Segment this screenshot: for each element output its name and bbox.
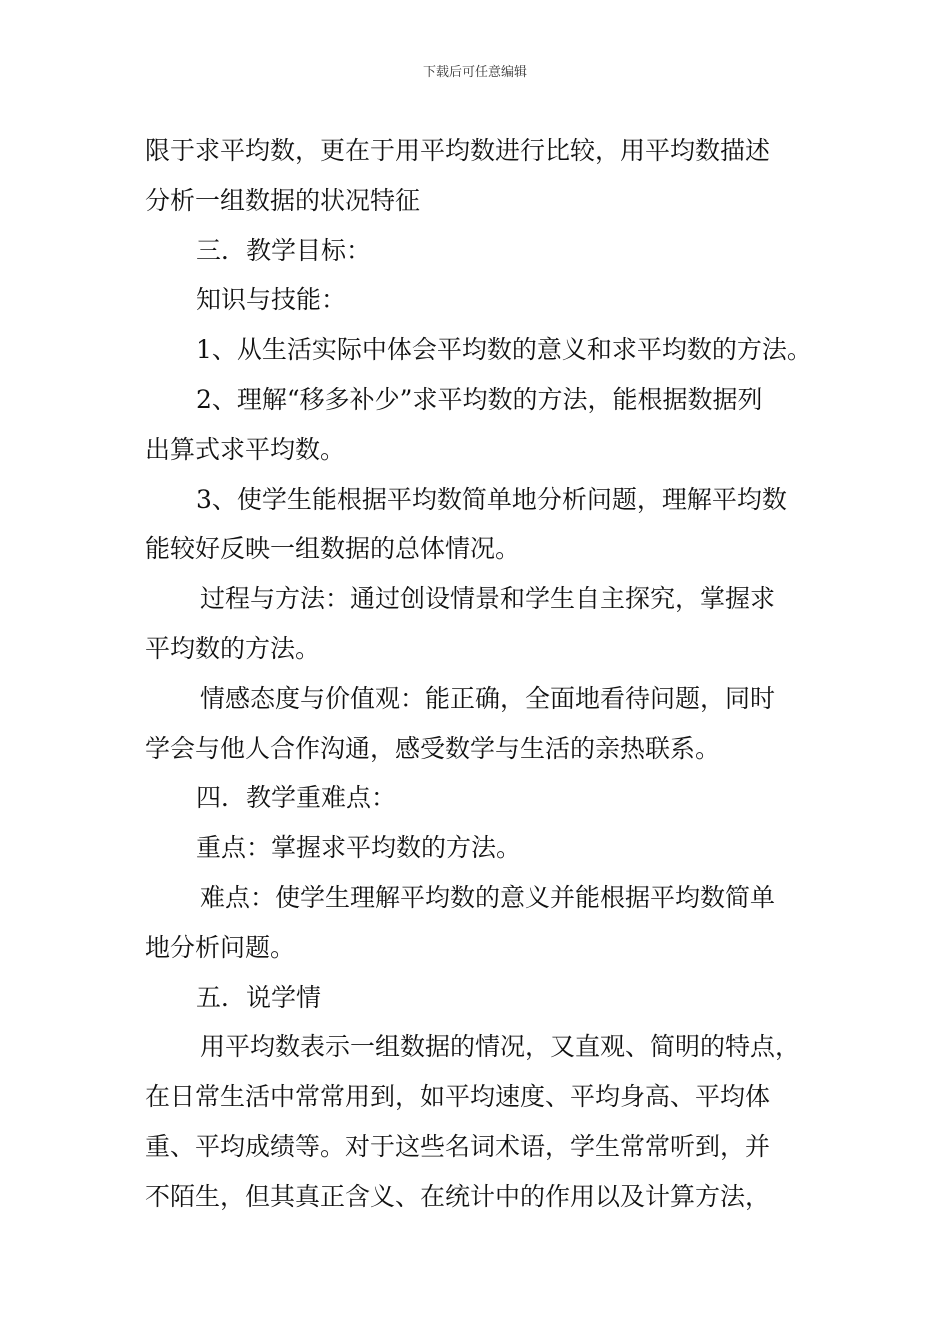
section-heading: 三．教学目标： xyxy=(196,235,372,265)
text-line: 出算式求平均数。 xyxy=(145,434,346,464)
document-body xyxy=(145,126,825,1222)
text-line: 分析一组数据的状况特征 xyxy=(145,185,421,215)
list-item: 2、理解“移多补少”求平均数的方法，能根据数据列 xyxy=(196,384,763,414)
text-line: 限于求平均数，更在于用平均数进行比较，用平均数描述 xyxy=(145,136,771,165)
text-line: 在日常生活中常常用到，如平均速度、平均身高、平均体 xyxy=(145,1082,771,1112)
text-line: 学会与他人合作沟通，感受数学与生活的亲热联系。 xyxy=(145,733,721,763)
subsection-heading: 知识与技能： xyxy=(196,285,347,315)
section-heading: 五．说学情 xyxy=(196,982,322,1012)
page-header: 下载后可任意编辑 xyxy=(422,65,527,80)
text-line: 重、平均成绩等。对于这些名词术语，学生常常听到，并 xyxy=(145,1131,771,1161)
paragraph-start: 难点：使学生理解平均数的意义并能根据平均数简单 xyxy=(200,882,776,912)
text-line: 平均数的方法。 xyxy=(145,633,321,663)
text-line: 不陌生，但其真正含义、在统计中的作用以及计算方法， xyxy=(145,1181,771,1211)
text-line: 能较好反映一组数据的总体情况。 xyxy=(145,534,521,564)
paragraph-start: 情感态度与价值观：能正确，全面地看待问题，同时 xyxy=(200,683,776,713)
text-line: 地分析问题。 xyxy=(145,932,296,962)
list-item: 3、使学生能根据平均数简单地分析问题，理解平均数 xyxy=(196,484,787,514)
paragraph-start: 过程与方法：通过创设情景和学生自主探究，掌握求 xyxy=(200,584,776,614)
paragraph-start: 用平均数表示一组数据的情况，又直观、简明的特点， xyxy=(200,1032,801,1062)
list-item: 1、从生活实际中体会平均数的意义和求平均数的方法。 xyxy=(196,335,812,365)
section-heading: 四．教学重难点： xyxy=(196,783,397,813)
paragraph-start: 重点：掌握求平均数的方法。 xyxy=(196,833,522,863)
